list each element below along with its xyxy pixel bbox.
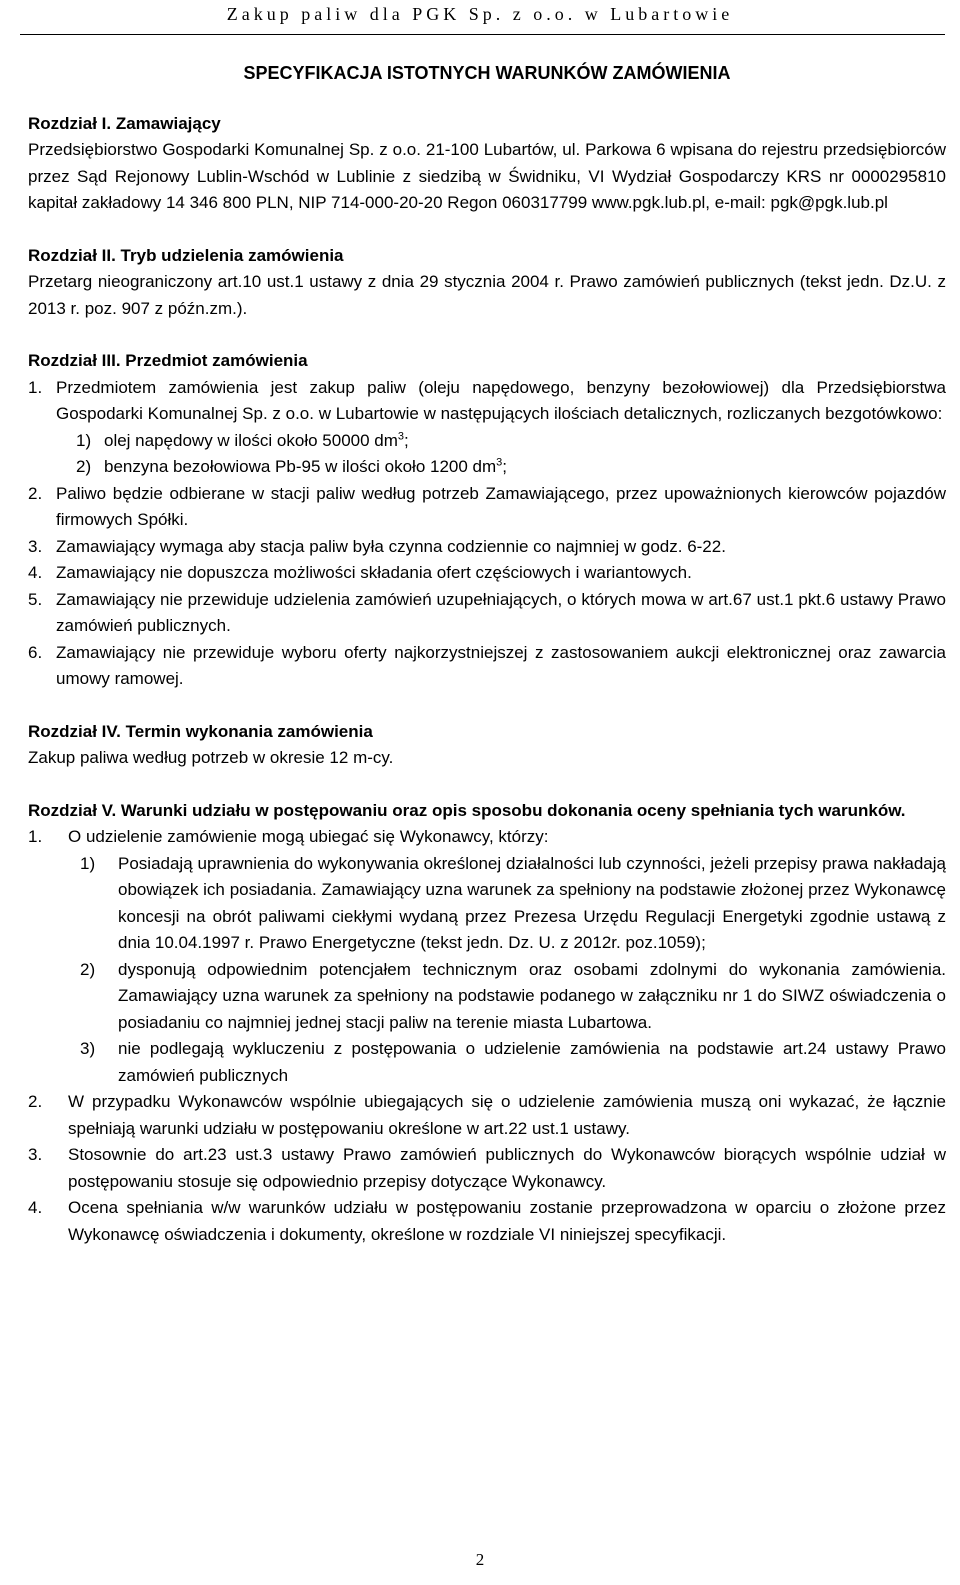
page-number: 2 — [475, 1550, 485, 1569]
list-item: 1. O udzielenie zamówienie mogą ubiegać się Wykonawcy, którzy: 1) Posiadają uprawnienia do wykonywania określonej działalności lub czynności, jeżeli przepisy prawa nakładają obowiązek ich posiadania. Zamawiający uzna warunek za spełniony na podstawie złożonej przez Wykonawcę koncesji na obrót paliwami ciekłymi wydaną przez Prezesa Urzędu Regulacji Energetyki zgodnie ustawą z dnia 10.04.1997 r. Prawo Energetyczne (tekst jedn. Dz. U. z 2012r. poz.1059); 2) dysponują odpowiednim potencjałem technicznym oraz osobami zdolnymi do wykonania zamówienia. Zamawiający uzna warunek za spełniony na podstawie podanego w załączniku nr 1 do SIWZ oświadczenia o posiadaniu co najmniej jednej stacji paliw na terenie miasta Lubartowa. 3) nie podlegają wykluczeniu z postępowania o udzielenie zamówienia na podstawie art.24 ustawy Prawo zamówień publicznych — [28, 824, 946, 1089]
conditions-list — [68, 851, 946, 1090]
section-4-text: Zakup paliwa według potrzeb w okresie 12 m-cy. — [28, 748, 394, 767]
list-item: 3. Stosownie do art.23 ust.3 ustawy Prawo zamówień publicznych do Wykonawców biorących wspólnie udział w postępowaniu stosuje się odpowiednio przepisy dotyczące Wykonawcy. — [28, 1145, 946, 1191]
header-rule — [20, 34, 945, 35]
list-item: 2) dysponują odpowiednim potencjałem technicznym oraz osobami zdolnymi do wykonania zamówienia. Zamawiający uzna warunek za spełniony na podstawie podanego w załączniku nr 1 do SIWZ oświadczenia o posiadaniu co najmniej jednej stacji paliw na terenie miasta Lubartowa. — [80, 959, 946, 1032]
list-item: 4. Zamawiający nie dopuszcza możliwości składania ofert częściowych i wariantowych. — [28, 563, 692, 582]
section-2-text: Przetarg nieograniczony art.10 ust.1 ustawy z dnia 29 stycznia 2004 r. Prawo zamówień publicznych (tekst jedn. Dz.U. z 2013 r. poz. 907 z późn.zm.). — [28, 272, 946, 318]
section-3-list — [28, 375, 946, 693]
section-4-heading: Rozdział IV. Termin wykonania zamówienia — [28, 721, 373, 741]
list-item: 6. Zamawiający nie przewiduje wyboru oferty najkorzystniejszej z zastosowaniem aukcji elektronicznej oraz zawarcia umowy ramowej. — [28, 642, 946, 688]
list-item: 1) Posiadają uprawnienia do wykonywania określonej działalności lub czynności, jeżeli przepisy prawa nakładają obowiązek ich posiadania. Zamawiający uzna warunek za spełniony na podstawie złożonej przez Wykonawcę koncesji na obrót paliwami ciekłymi wydaną przez Prezesa Urzędu Regulacji Energetyki zgodnie ustawą z dnia 10.04.1997 r. Prawo Energetyczne (tekst jedn. Dz. U. z 2012r. poz.1059); — [80, 853, 946, 952]
section-2-heading: Rozdział II. Tryb udzielenia zamówienia — [28, 245, 344, 265]
document-title: SPECYFIKACJA ISTOTNYCH WARUNKÓW ZAMÓWIENIA — [243, 63, 731, 83]
section-5-list — [28, 824, 946, 1248]
list-item: 2. W przypadku Wykonawców wspólnie ubiegających się o udzielenie zamówienia muszą oni wykazać, że łącznie spełniają warunki udziału w postępowaniu określone w art.22 ust.1 ustawy. — [28, 1092, 946, 1138]
list-item: 1) olej napędowy w ilości około 50000 $dm^3$; — [76, 429, 409, 450]
content — [28, 60, 946, 1248]
section-3-heading: Rozdział III. Przedmiot zamówienia — [28, 351, 308, 370]
section-5-heading: Rozdział V. Warunki udziału w postępowaniu oraz opis sposobu dokonania oceny spełniania tych warunków. — [28, 800, 906, 820]
list-item: 1. Przedmiotem zamówienia jest zakup paliw (oleju napędowego, benzyny bezołowiowej) dla Przedsiębiorstwa Gospodarki Komunalnej Sp. z o.o. w Lubartowie w następujących ilościach detalicznych, rozliczanych bezgotówkowo: 1) olej napędowy w ilości około 50000 $dm^3$; 2) benzyna bezołowiowa Pb-95 w ilości około 1200 $dm^3$; — [28, 375, 946, 481]
section-1-text: Przedsiębiorstwo Gospodarki Komunalnej Sp. z o.o. 21-100 Lubartów, ul. Parkowa 6 wpisana do rejestru przedsiębiorców przez Sąd Rejonowy Lublin-Wschód w Lublinie z siedzibą w Świdniku, VI Wydział Gospodarczy KRS nr 0000295810 kapitał zakładowy 14 346 800 PLN, NIP 714-000-20-20 Regon 060317799 www.pgk.lub.pl, e-mail: pgk@pgk.lub.pl — [28, 140, 946, 212]
list-item: 2. Paliwo będzie odbierane w stacji paliw według potrzeb Zamawiającego, przez upoważnionych kierowców pojazdów firmowych Spółki. — [28, 483, 946, 529]
quantity-list — [56, 428, 946, 481]
list-item: 4. Ocena spełniania w/w warunków udziału w postępowaniu zostanie przeprowadzona w oparciu o złożone przez Wykonawcę oświadczenia i dokumenty, określone w rozdziale VI niniejszej specyfikacji. — [28, 1198, 946, 1244]
list-item: 3) nie podlegają wykluczeniu z postępowania o udzielenie zamówienia na podstawie art.24 ustawy Prawo zamówień publicznych — [80, 1039, 946, 1085]
running-header: Zakup paliw dla PGK Sp. z o.o. w Lubartowie — [226, 4, 734, 24]
list-item: 2) benzyna bezołowiowa Pb-95 w ilości około 1200 $dm^3$; — [76, 456, 508, 476]
list-item: 5. Zamawiający nie przewiduje udzielenia zamówień uzupełniających, o których mowa w art.67 ust.1 pkt.6 ustawy Prawo zamówień publicznych. — [28, 589, 946, 635]
section-1-heading: Rozdział I. Zamawiający — [28, 113, 221, 133]
list-item: 3. Zamawiający wymaga aby stacja paliw była czynna codziennie co najmniej w godz. 6-22. — [28, 536, 726, 556]
